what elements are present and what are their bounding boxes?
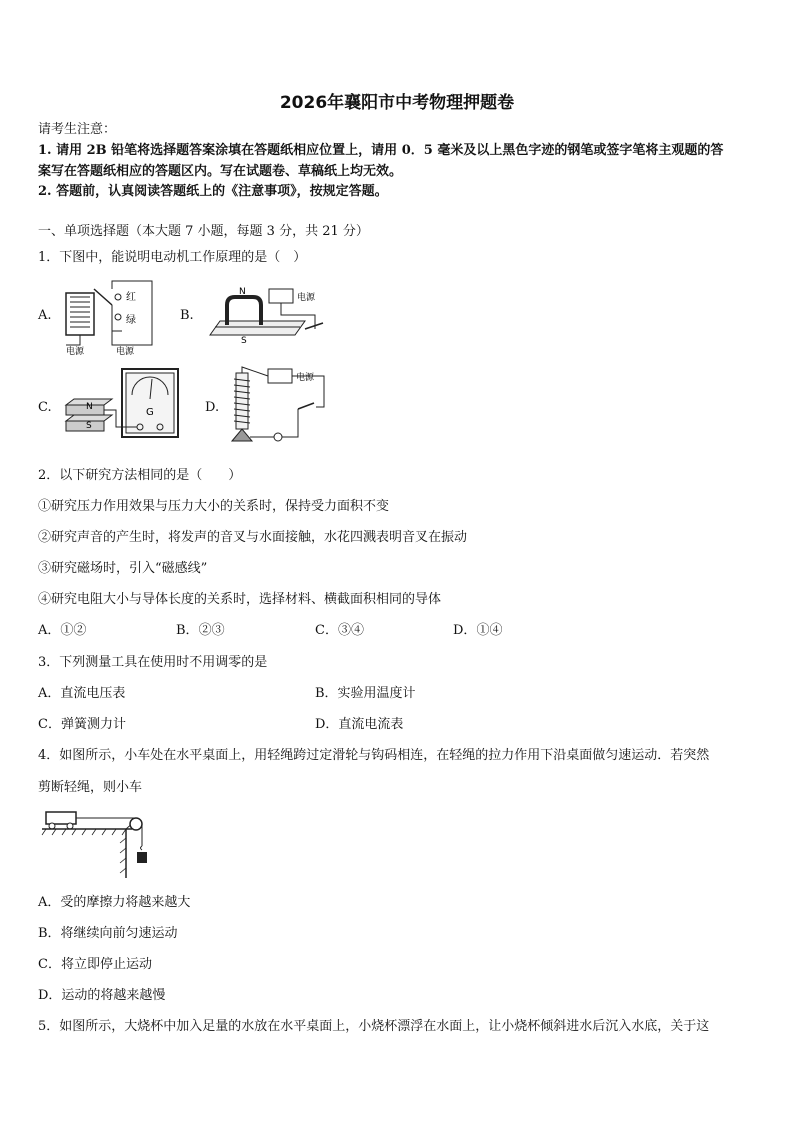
question-stem: 2．以下研究方法相同的是（ ）	[38, 468, 242, 483]
option-label: A．	[38, 623, 61, 638]
answer-option-c	[315, 623, 364, 639]
fig-label-power: 电源	[296, 373, 315, 383]
electromagnet-figure	[228, 365, 333, 445]
answer-option: B．实验用温度计	[315, 686, 416, 701]
option-label: C．	[315, 623, 338, 638]
notice-item: 案写在答题纸相应的答题区内。写在试题卷、草稿纸上均无效。	[38, 164, 403, 179]
fig-label-power: 电源	[66, 347, 85, 355]
option-text: ③④	[337, 623, 364, 638]
option-label: B．	[176, 623, 199, 638]
option-label: D.	[205, 400, 220, 415]
question-stem: 1．下图中，能说明电动机工作原理的是（ ）	[38, 250, 307, 265]
galvanometer-figure	[60, 365, 185, 445]
option-label: A.	[38, 308, 52, 323]
question-stem-continued: 剪断轻绳，则小车	[38, 780, 143, 795]
question-stem: 5．如图所示，大烧杯中加入足量的水放在水平桌面上，小烧杯漂浮在水面上，让小烧杯倾斜进水后沉入水底，关于这	[38, 1019, 710, 1034]
cart-pulley-figure	[40, 808, 155, 880]
answer-option: D．运动的将越来越慢	[38, 988, 166, 1003]
fig-label-n: N	[86, 402, 93, 412]
answer-option-d	[453, 623, 502, 639]
answer-option-b	[176, 623, 225, 639]
question-stem: 3．下列测量工具在使用时不用调零的是	[38, 655, 268, 670]
answer-option: A．受的摩擦力将越来越大	[38, 895, 191, 910]
motor-rail-figure	[205, 285, 330, 345]
notice-item: 2. 答题前，认真阅读答题纸上的《注意事项》，按规定答题。	[38, 184, 388, 199]
answer-option: B．将继续向前匀速运动	[38, 926, 178, 941]
answer-option: A．直流电压表	[38, 686, 126, 701]
relay-circuit-figure	[60, 275, 160, 355]
option-text: ②③	[198, 623, 225, 638]
statement-item: ③研究磁场时，引入“磁感线”	[38, 561, 208, 576]
answer-option: D．直流电流表	[315, 717, 404, 732]
page-title: 2026年襄阳市中考物理押题卷	[279, 93, 515, 113]
fig-label-green: 绿	[126, 315, 136, 326]
statement-item: ④研究电阻大小与导体长度的关系时，选择材料、横截面积相同的导体	[38, 592, 442, 607]
fig-label-red: 红	[126, 292, 136, 303]
fig-label-power: 电源	[116, 347, 135, 355]
answer-option: C．将立即停止运动	[38, 957, 152, 972]
fig-label-g: G	[146, 407, 154, 418]
statement-item: ②研究声音的产生时，将发声的音叉与水面接触，水花四溅表明音叉在振动	[38, 530, 468, 545]
fig-label-s: S	[86, 421, 92, 431]
option-text: ①④	[476, 623, 503, 638]
answer-option-a	[38, 623, 86, 639]
option-text: ①②	[60, 623, 87, 638]
fig-label-power: 电源	[297, 293, 316, 303]
statement-item: ①研究压力作用效果与压力大小的关系时，保持受力面积不变	[38, 499, 390, 514]
question-stem: 4．如图所示，小车处在水平桌面上，用轻绳跨过定滑轮与钩码相连，在轻绳的拉力作用下沿桌面做匀速运动．若突然	[38, 748, 710, 763]
option-label: C.	[38, 400, 52, 415]
fig-label-s: S	[241, 336, 247, 345]
notice-item: 1. 请用 2B 铅笔将选择题答案涂填在答题纸相应位置上，请用 0．5 毫米及以上黑色字迹的钢笔或签字笔将主观题的答	[38, 143, 724, 158]
option-label: D．	[453, 623, 477, 638]
option-label: B.	[180, 308, 194, 323]
notice-heading: 请考生注意：	[38, 122, 117, 137]
section-heading: 一、单项选择题（本大题 7 小题，每题 3 分，共 21 分）	[38, 224, 369, 239]
fig-label-n: N	[239, 287, 246, 297]
answer-option: C．弹簧测力计	[38, 717, 126, 732]
